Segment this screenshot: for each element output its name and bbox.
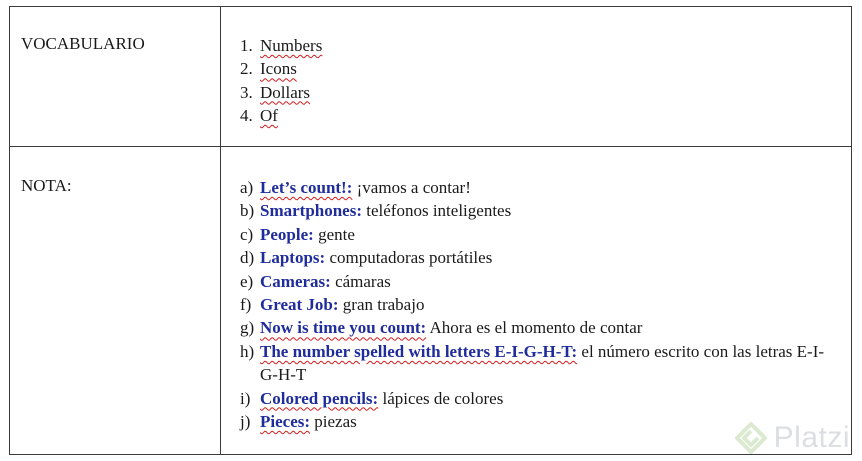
english-term: People: xyxy=(260,224,314,244)
vocab-word: Numbers xyxy=(260,36,323,55)
vocab-word: Of xyxy=(260,105,278,125)
list-item: j) Pieces: piezas xyxy=(240,412,357,432)
table-border-right xyxy=(851,6,852,455)
vocab-word: Dollars xyxy=(260,82,311,102)
english-term: Smartphones: xyxy=(260,201,363,221)
nota-list xyxy=(240,176,840,433)
list-item: d) Laptops: computadoras portátiles xyxy=(240,248,493,268)
list-item: 4. Of xyxy=(240,105,278,125)
english-term: Cameras: xyxy=(260,271,331,291)
english-term: Colored pencils: xyxy=(260,388,379,408)
spanish-translation: ¡vamos a contar! xyxy=(352,178,471,197)
spanish-translation: gran trabajo xyxy=(338,295,425,315)
list-item: h) The number spelled with letters E-I-G-H-T: el número escrito con las letras E-I-G-H-T xyxy=(240,341,825,385)
table-border-top xyxy=(9,6,852,7)
spanish-translation: lápices de colores xyxy=(378,388,504,408)
vocabulario-label: VOCABULARIO xyxy=(21,34,145,53)
spanish-translation: teléfonos inteligentes xyxy=(362,201,512,221)
list-item: 1. Numbers xyxy=(240,36,323,55)
platzi-logo-icon xyxy=(734,421,768,455)
spanish-translation: computadoras portátiles xyxy=(325,248,493,268)
list-item: 2. Icons xyxy=(240,59,297,79)
table-border-bottom xyxy=(9,454,852,455)
list-item: g) Now is time you count: Ahora es el momento de contar xyxy=(240,318,643,338)
vocabulario-list xyxy=(240,34,322,127)
english-term: Pieces: xyxy=(260,412,311,432)
english-term: Laptops: xyxy=(260,248,326,268)
list-item: c) People: gente xyxy=(240,224,355,244)
watermark-text: Platzi xyxy=(773,421,850,454)
english-term: Now is time you count: xyxy=(260,318,427,338)
english-term: The number spelled with letters E-I-G-H-T: xyxy=(260,341,578,361)
table-row-divider xyxy=(9,146,852,147)
table-column-divider xyxy=(220,6,221,455)
english-term: Great Job: xyxy=(260,295,339,315)
spanish-translation: gente xyxy=(313,224,355,244)
vocab-word: Icons xyxy=(260,59,297,79)
nota-label: NOTA: xyxy=(21,176,72,195)
english-term: Let’s count!: xyxy=(260,178,353,197)
list-item: b) Smartphones: teléfonos inteligentes xyxy=(240,201,512,221)
spanish-translation: Ahora es el momento de contar xyxy=(426,318,643,338)
list-item: a) Let’s count!: ¡vamos a contar! xyxy=(240,178,471,197)
table-border-left xyxy=(9,6,10,455)
list-item: e) Cameras: cámaras xyxy=(240,271,391,291)
platzi-watermark xyxy=(734,421,850,455)
list-item: i) Colored pencils: lápices de colores xyxy=(240,388,504,408)
spanish-translation: cámaras xyxy=(330,271,391,291)
spanish-translation: piezas xyxy=(310,412,357,432)
list-item: 3. Dollars xyxy=(240,82,311,102)
spanish-translation: el número escrito con las letras E-I-G-H-T xyxy=(260,341,825,385)
list-item: f) Great Job: gran trabajo xyxy=(240,295,425,315)
